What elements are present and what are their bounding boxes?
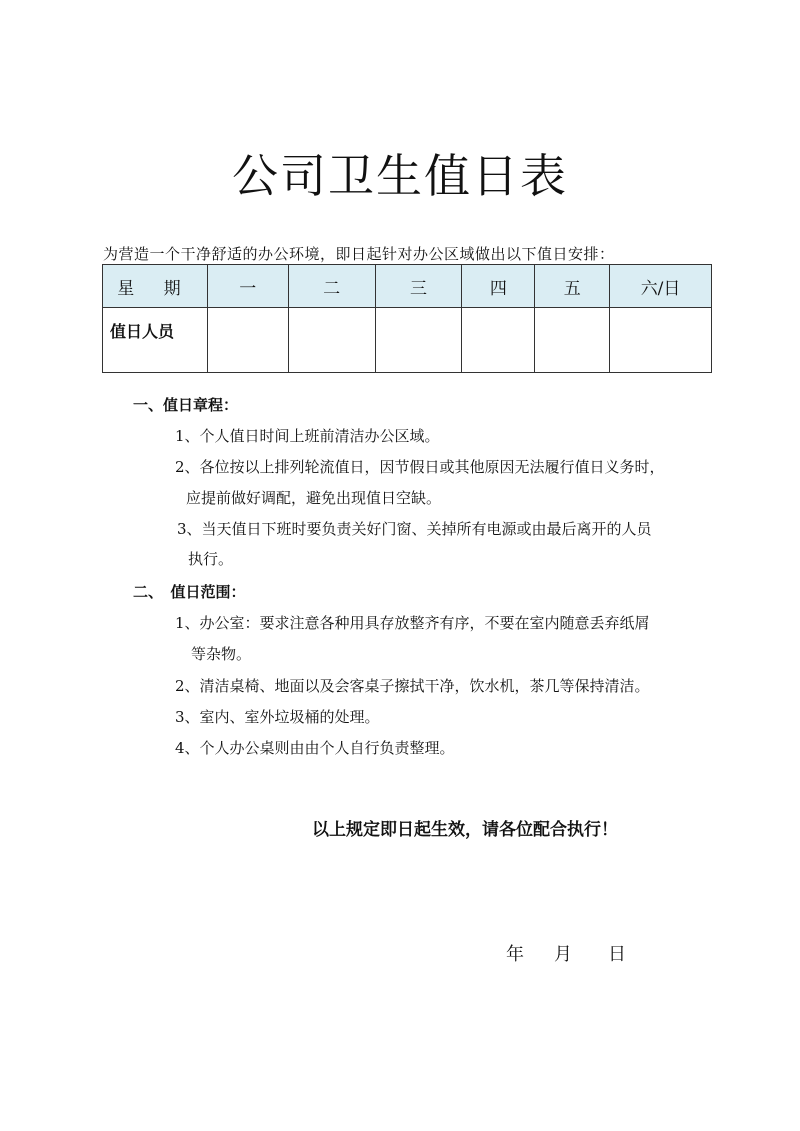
rule-item: 2、各位按以上排列轮流值日，因节假日或其他原因无法履行值日义务时， <box>175 458 665 476</box>
rule-item: 3、当天值日下班时要负责关好门窗、关掉所有电源或由最后离开的人员 <box>177 520 652 538</box>
scope-item: 4、个人办公桌则由由个人自行负责整理。 <box>175 739 455 757</box>
rule-item: 执行。 <box>188 550 234 568</box>
day-header-cell: 一 <box>207 265 288 308</box>
rule-item: 应提前做好调配，避免出现值日空缺。 <box>186 489 442 507</box>
date-line <box>506 940 626 966</box>
rules-heading: 一、值日章程： <box>133 396 239 414</box>
date-month: 月 <box>554 944 572 965</box>
duty-cell <box>610 308 712 373</box>
scope-item: 1、办公室：要求注意各种用具存放整齐有序，不要在室内随意丢弃纸屑 <box>175 614 650 632</box>
rule-item: 1、个人值日时间上班前清洁办公区域。 <box>175 427 440 445</box>
duty-schedule-table <box>102 264 712 373</box>
day-header-cell: 六/日 <box>610 265 712 308</box>
scope-item: 3、室内、室外垃圾桶的处理。 <box>175 708 380 726</box>
date-day: 日 <box>608 944 626 965</box>
date-year: 年 <box>506 944 524 965</box>
duty-cell <box>375 308 462 373</box>
day-header-cell: 五 <box>535 265 610 308</box>
table-row <box>103 308 712 373</box>
table-header-row <box>103 265 712 308</box>
weekday-label-cell: 星 期 <box>103 265 208 308</box>
duty-person-label: 值日人员 <box>103 308 208 373</box>
day-header-cell: 四 <box>462 265 535 308</box>
duty-cell <box>535 308 610 373</box>
day-header-cell: 三 <box>375 265 462 308</box>
duty-cell <box>288 308 375 373</box>
scope-heading: 二、 值日范围： <box>133 583 246 601</box>
day-header-cell: 二 <box>288 265 375 308</box>
scope-item: 2、清洁桌椅、地面以及会客桌子擦拭干净，饮水机，茶几等保持清洁。 <box>175 677 650 695</box>
intro-text: 为营造一个干净舒适的办公环境，即日起针对办公区域做出以下值日安排： <box>103 245 615 263</box>
duty-cell <box>462 308 535 373</box>
duty-cell <box>207 308 288 373</box>
closing-statement: 以上规定即日起生效，请各位配合执行！ <box>312 820 618 840</box>
scope-item: 等杂物。 <box>191 645 252 663</box>
page-title: 公司卫生值日表 <box>232 149 568 203</box>
